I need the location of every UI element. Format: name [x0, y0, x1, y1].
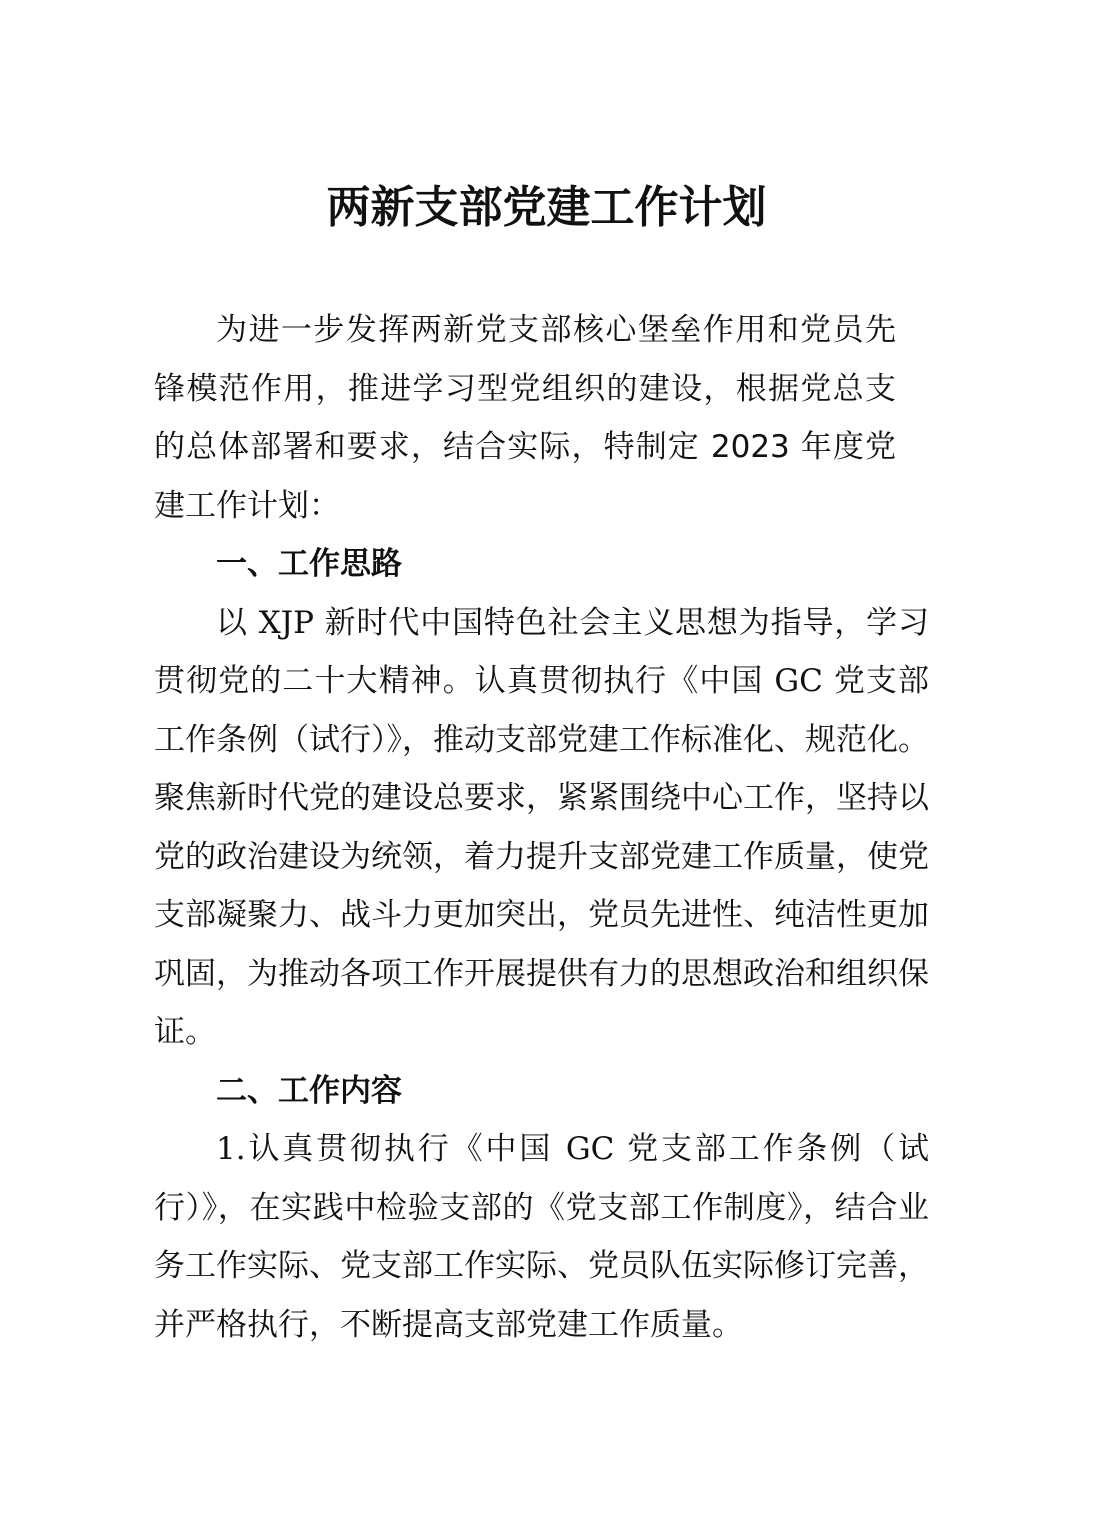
section2-heading: 二、工作内容 [216, 1072, 402, 1109]
section1-mid: 新时代中国特色社会主义思想为指导，学习贯彻党的二十大精神。认真贯彻执行《中国 [154, 604, 930, 699]
section1-abbr-xjp [248, 605, 325, 641]
section2-item1-paragraph [154, 1120, 929, 1354]
item1-abbr-gc [553, 1131, 627, 1167]
intro-year: 2023 [710, 429, 790, 465]
intro-paragraph [154, 301, 896, 535]
item1-number: 1. [216, 1131, 246, 1167]
abbr-xjp-text: XJP [258, 604, 314, 641]
document-title: 两新支部党建工作计划 [326, 182, 767, 233]
section1-rest: 党支部工作条例（试行）》，推动支部党建工作标准化、规范化。聚焦新时代党的建设总要求，紧紧围绕中心工作，坚持以党的政治建设为统领，着力提升支部党建工作质量，使党支部凝聚力、战斗力更加突出，党员先进性、纯洁性更加巩固，为推动各项工作开展提供有力的思想政治和组织保证。 [154, 663, 929, 1050]
document-body [154, 301, 944, 1354]
section1-abbr-gc [763, 663, 833, 699]
item1-rest: 党支部工作条例（试行）》，在实践中检验支部的《党支部工作制度》，结合业务工作实际、党支部工作实际、党员队伍实际修订完善，并严格执行，不断提高支部党建工作质量。 [154, 1131, 929, 1343]
intro-text-part2: 年度党建工作计划： [154, 429, 896, 524]
section1-paragraph [154, 594, 929, 1062]
intro-text-part1: 为进一步发挥两新党支部核心堡垒作用和党员先锋模范作用，推进学习型党组织的建设，根据党总支的总体部署和要求，结合实际，特制定 [154, 312, 896, 465]
section1-heading: 一、工作思路 [216, 546, 402, 582]
item1-abbr-gc-text: GC [565, 1131, 615, 1167]
section1-lead: 以 [216, 604, 248, 641]
abbr-gc-text: GC [774, 663, 823, 699]
item1-lead: 认真贯彻执行《中国 [245, 1131, 554, 1167]
